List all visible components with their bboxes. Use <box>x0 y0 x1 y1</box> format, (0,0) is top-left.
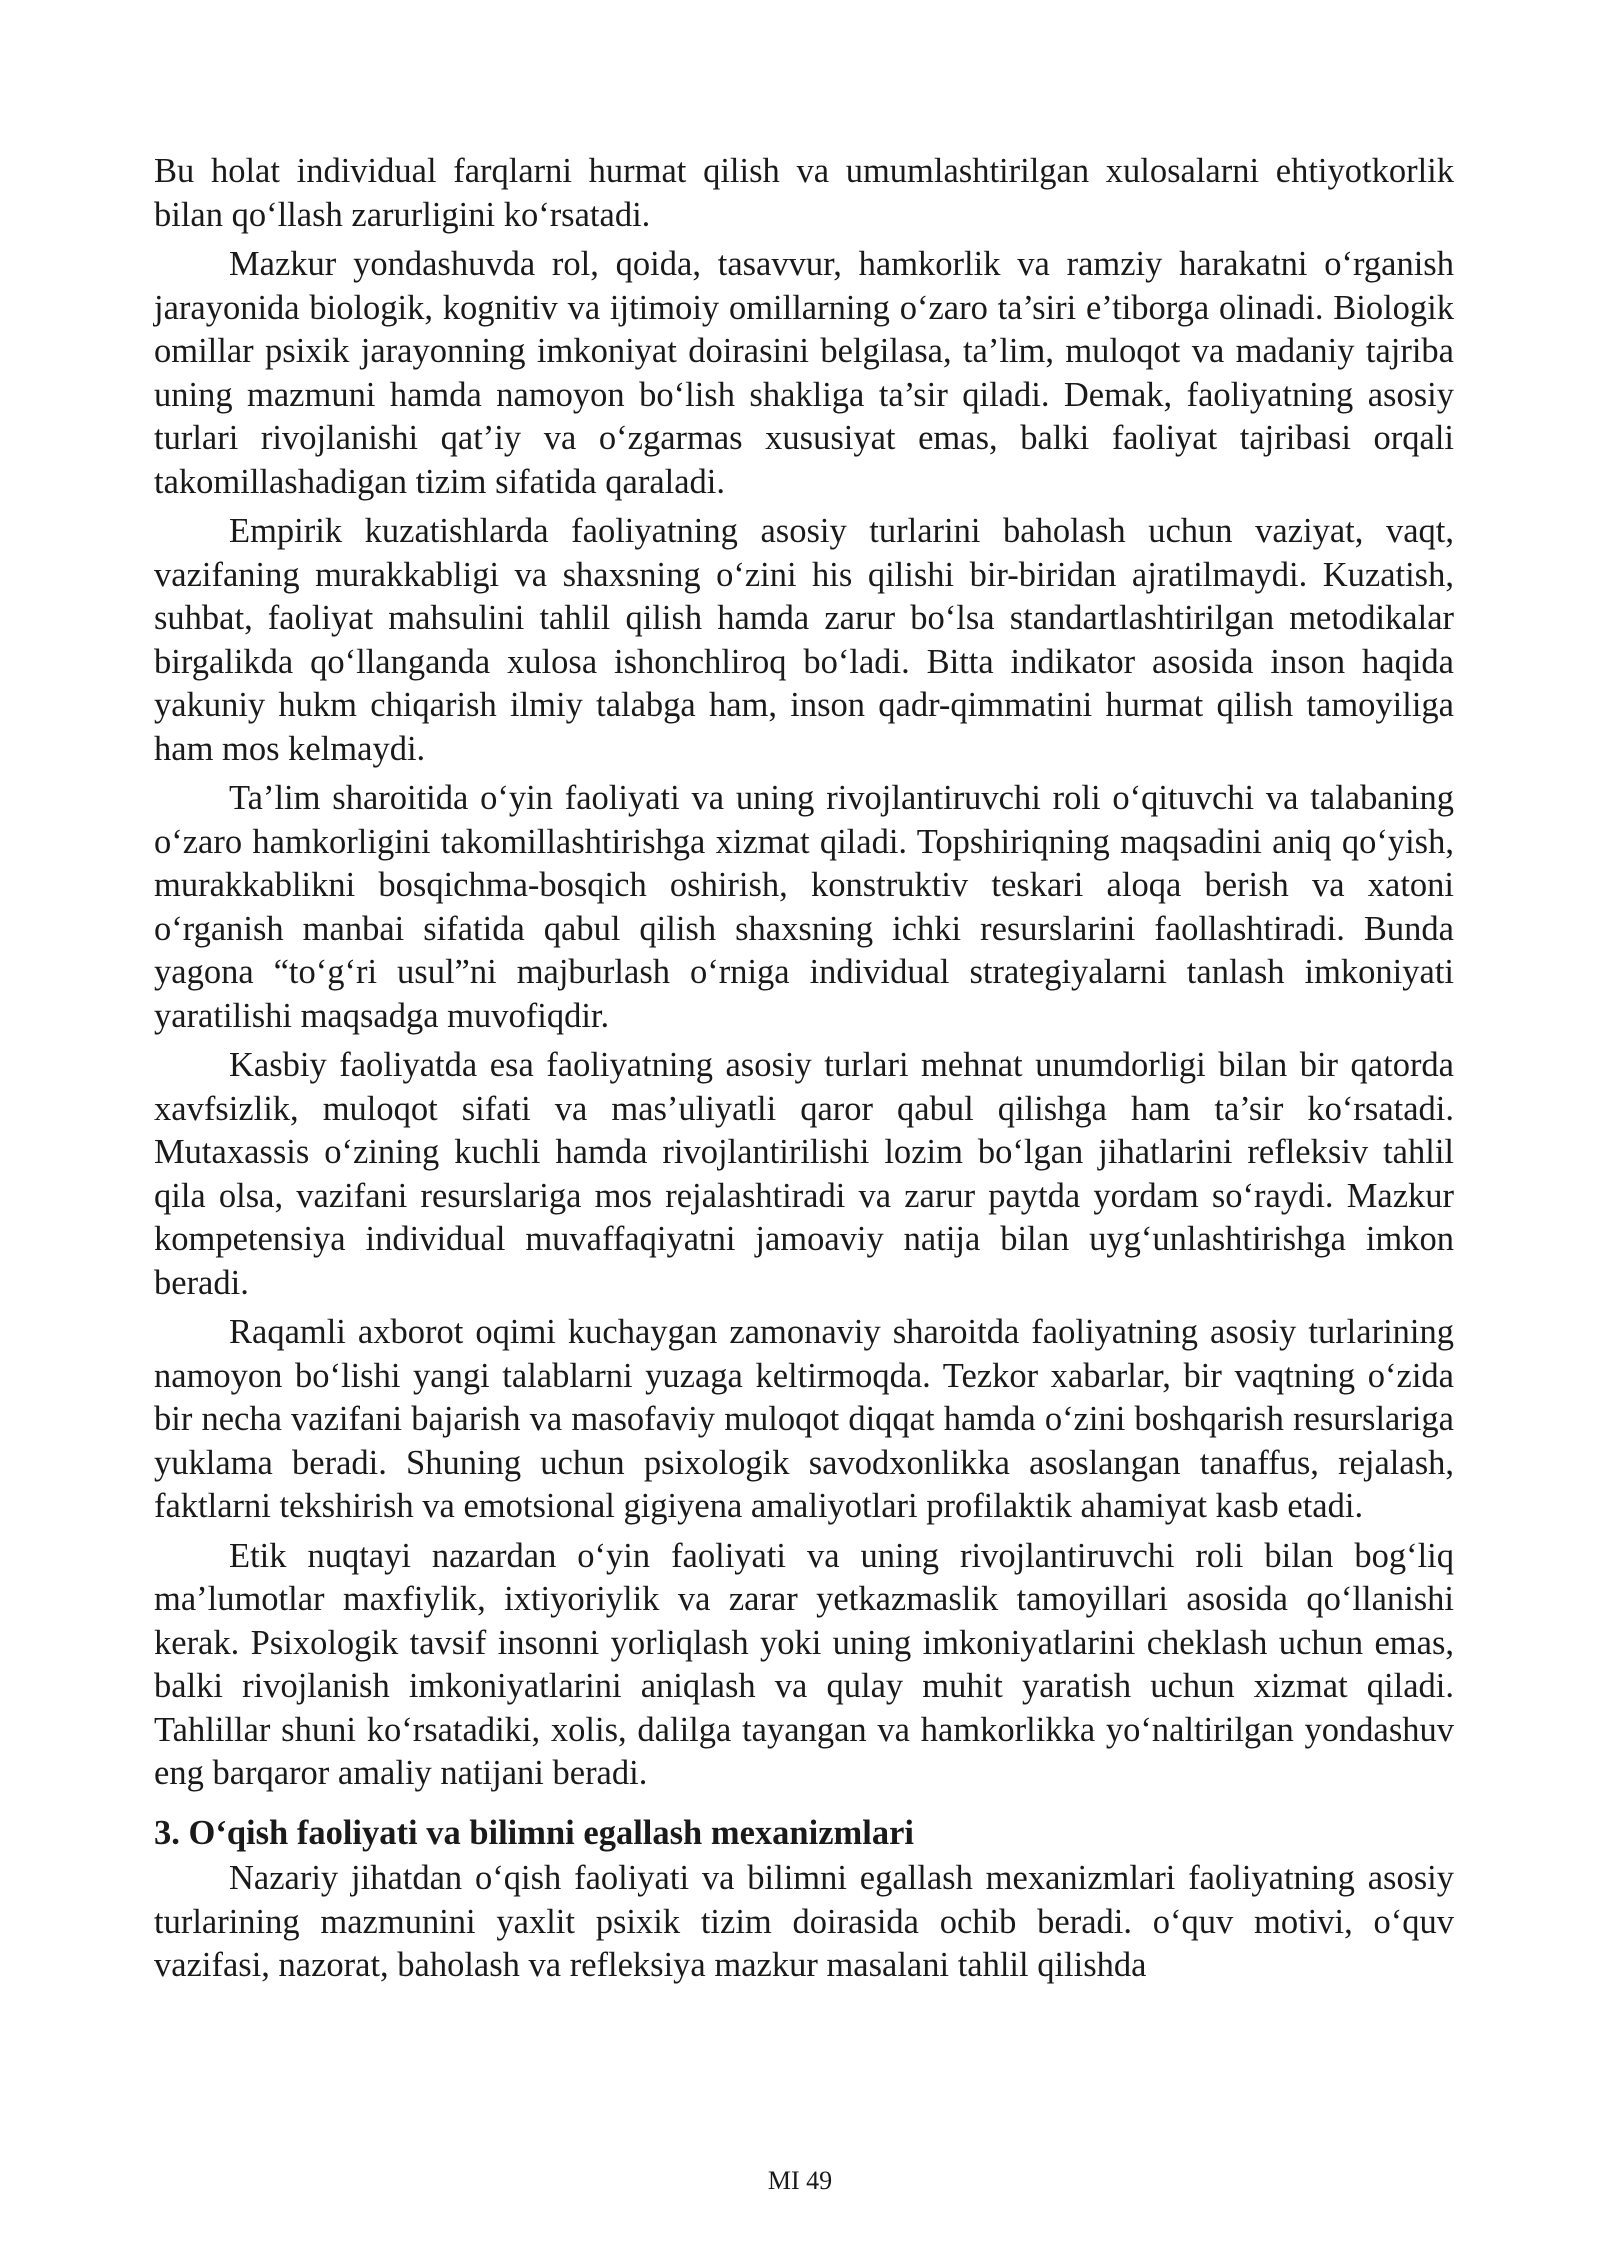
paragraph: Nazariy jihatdan o‘qish faoliyati va bilimni egallash mexanizmlari faoliyatning asosiy turlarining mazmunini yaxlit psixik tizim doirasida ochib beradi. o‘quv motivi, o‘quv vazifasi, nazorat, baholash va refleksiya mazkur masalani tahlil qilishda <box>154 1859 1454 1984</box>
section-heading: 3. O‘qish faoliyati va bilimni egallash mexanizmlari <box>154 1813 914 1852</box>
paragraph-continuation: Bu holat individual farqlarni hurmat qilish va umumlashtirilgan xulosalarni ehtiyotkorlik bilan qo‘llash zarurligini ko‘rsatadi. <box>154 152 1454 234</box>
paragraph: Mazkur yondashuvda rol, qoida, tasavvur, hamkorlik va ramziy harakatni o‘rganish jarayonida biologik, kognitiv va ijtimoiy omillarning o‘zaro ta’siri e’tiborga olinadi. Biologik omillar psixik jarayonning imkoniyat doirasini belgilasa, ta’lim, muloqot va madaniy tajriba uning mazmuni hamda namoyon bo‘lish shakliga ta’sir qiladi. Demak, faoliyatning asosiy turlari rivojlanishi qat’iy va o‘zgarmas xususiyat emas, balki faoliyat tajribasi orqali takomillashadigan tizim sifatida qaraladi. <box>154 245 1454 501</box>
paragraph: Empirik kuzatishlarda faoliyatning asosiy turlarini baholash uchun vaziyat, vaqt, vazifaning murakkabligi va shaxsning o‘zini his qilishi bir-biridan ajratilmaydi. Kuzatish, suhbat, faoliyat mahsulini tahlil qilish hamda zarur bo‘lsa standartlashtirilgan metodikalar birgalikda qo‘llanganda xulosa ishonchliroq bo‘ladi. Bitta indikator asosida inson haqida yakuniy hukm chiqarish ilmiy talabga ham, inson qadr-qimmatini hurmat qilish tamoyiliga ham mos kelmaydi. <box>154 512 1454 768</box>
paragraph: Raqamli axborot oqimi kuchaygan zamonaviy sharoitda faoliyatning asosiy turlarining namoyon bo‘lishi yangi talablarni yuzaga keltirmoqda. Tezkor xabarlar, bir vaqtning o‘zida bir necha vazifani bajarish va masofaviy muloqot diqqat hamda o‘zini boshqarish resurslariga yuklama beradi. Shuning uchun psixologik savodxonlikka asoslangan tanaffus, rejalash, faktlarni tekshirish va emotsional gigiyena amaliyotlari profilaktik ahamiyat kasb etadi. <box>154 1313 1454 1525</box>
paragraph: Ta’lim sharoitida o‘yin faoliyati va uning rivojlantiruvchi roli o‘qituvchi va talabaning o‘zaro hamkorligini takomillashtirishga xizmat qiladi. Topshiriqning maqsadini aniq qo‘yish, murakkablikni bosqichma-bosqich oshirish, konstruktiv teskari aloqa berish va xatoni o‘rganish manbai sifatida qabul qilish shaxsning ichki resurslarini faollashtiradi. Bunda yagona “to‘g‘ri usul”ni majburlash o‘rniga individual strategiyalarni tanlash imkoniyati yaratilishi maqsadga muvofiqdir. <box>154 779 1454 1035</box>
page-number: MI 49 <box>767 2166 833 2195</box>
paragraph: Etik nuqtayi nazardan o‘yin faoliyati va uning rivojlantiruvchi roli bilan bog‘liq ma’lumotlar maxfiylik, ixtiyoriylik va zarar yetkazmaslik tamoyillari asosida qo‘llanishi kerak. Psixologik tavsif insonni yorliqlash yoki uning imkoniyatlarini cheklash uchun emas, balki rivojlanish imkoniyatlarini aniqlash va qulay muhit yaratish uchun xizmat qiladi. Tahlillar shuni ko‘rsatadiki, xolis, dalilga tayangan va hamkorlikka yo‘naltirilgan yondashuv eng barqaror amaliy natijani beradi. <box>154 1536 1454 1792</box>
paragraph: Kasbiy faoliyatda esa faoliyatning asosiy turlari mehnat unumdorligi bilan bir qatorda xavfsizlik, muloqot sifati va mas’uliyatli qaror qabul qilishga ham ta’sir ko‘rsatadi. Mutaxassis o‘zining kuchli hamda rivojlantirilishi lozim bo‘lgan jihatlarini refleksiv tahlil qila olsa, vazifani resurslariga mos rejalashtiradi va zarur paytda yordam so‘raydi. Mazkur kompetensiya individual muvaffaqiyatni jamoaviy natija bilan uyg‘unlashtirishga imkon beradi. <box>154 1046 1454 1302</box>
document-page <box>154 150 1454 1994</box>
